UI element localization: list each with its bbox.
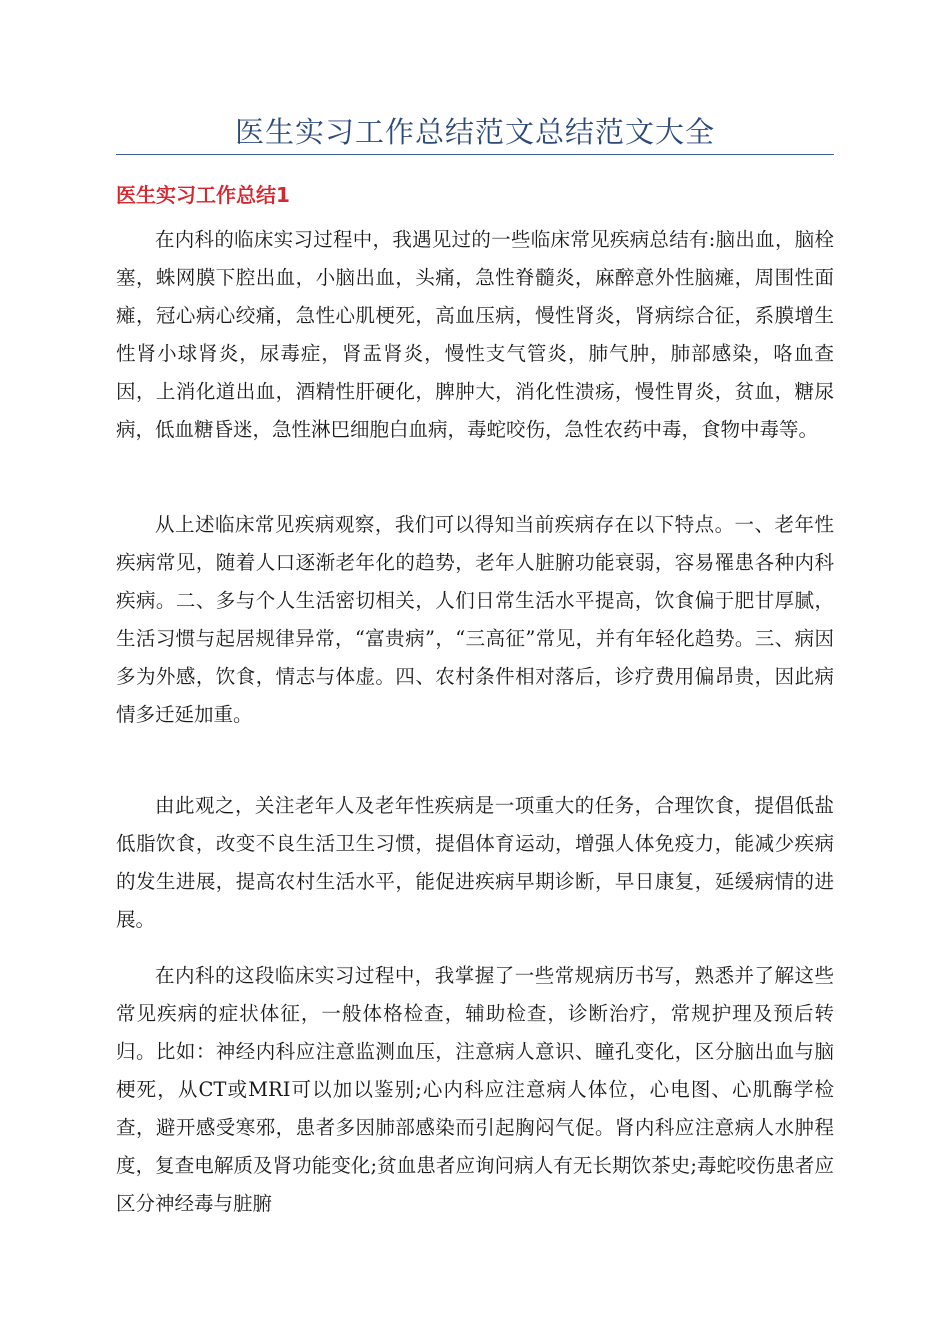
- paragraph-common-diseases: 在内科的临床实习过程中，我遇见过的一些临床常见疾病总结有:脑出血，脑栓塞，蛛网膜下腔出血，小脑出血，头痛，急性脊髓炎，麻醉意外性脑瘫，周围性面瘫，冠心病心绞痛，急性心肌梗死，高血压病，慢性肾炎，肾病综合征，系膜增生性肾小球肾炎，尿毒症，肾盂肾炎，慢性支气管炎，肺气肿，肺部感染，咯血查因，上消化道出血，酒精性肝硬化，脾肿大，消化性溃疡，慢性胃炎，贫血，糖尿病，低血糖昏迷，急性淋巴细胞白血病，毒蛇咬伤，急性农药中毒，食物中毒等。: [116, 228, 834, 441]
- paragraph-disease-features: 从上述临床常见疾病观察，我们可以得知当前疾病存在以下特点。一、老年性疾病常见，随着人口逐渐老年化的趋势，老年人脏腑功能衰弱，容易罹患各种内科疾病。二、多与个人生活密切相关，人们日常生活水平提高，饮食偏于肥甘厚腻，生活习惯与起居规律异常，“富贵病”，“三高征”常见，并有年轻化趋势。三、病因多为外感，饮食，情志与体虚。四、农村条件相对落后，诊疗费用偏昂贵，因此病情多迁延加重。: [116, 513, 834, 726]
- section-heading: 医生实习工作总结1: [116, 183, 290, 207]
- paragraph-prevention: 由此观之，关注老年人及老年性疾病是一项重大的任务，合理饮食，提倡低盐低脂饮食，改变不良生活卫生习惯，提倡体育运动，增强人体免疫力，能减少疾病的发生进展，提高农村生活水平，能促进疾病早期诊断，早日康复，延缓病情的进展。: [116, 794, 834, 931]
- title-underline: [116, 154, 834, 155]
- paragraph-clinical-skills: 在内科的这段临床实习过程中，我掌握了一些常规病历书写，熟悉并了解这些常见疾病的症状体征，一般体格检查，辅助检查，诊断治疗，常规护理及预后转归。比如：神经内科应注意监测血压，注意病人意识、瞳孔变化，区分脑出血与脑梗死，从CT或MRI可以加以鉴别;心内科应注意病人体位，心电图、心肌酶学检查，避开感受寒邪，患者多因肺部感染而引起胸闷气促。肾内科应注意病人水肿程度，复查电解质及肾功能变化;贫血患者应询问病人有无长期饮茶史;毒蛇咬伤患者应区分神经毒与脏腑: [116, 964, 834, 1215]
- document-title: 医生实习工作总结范文总结范文大全: [234, 115, 715, 149]
